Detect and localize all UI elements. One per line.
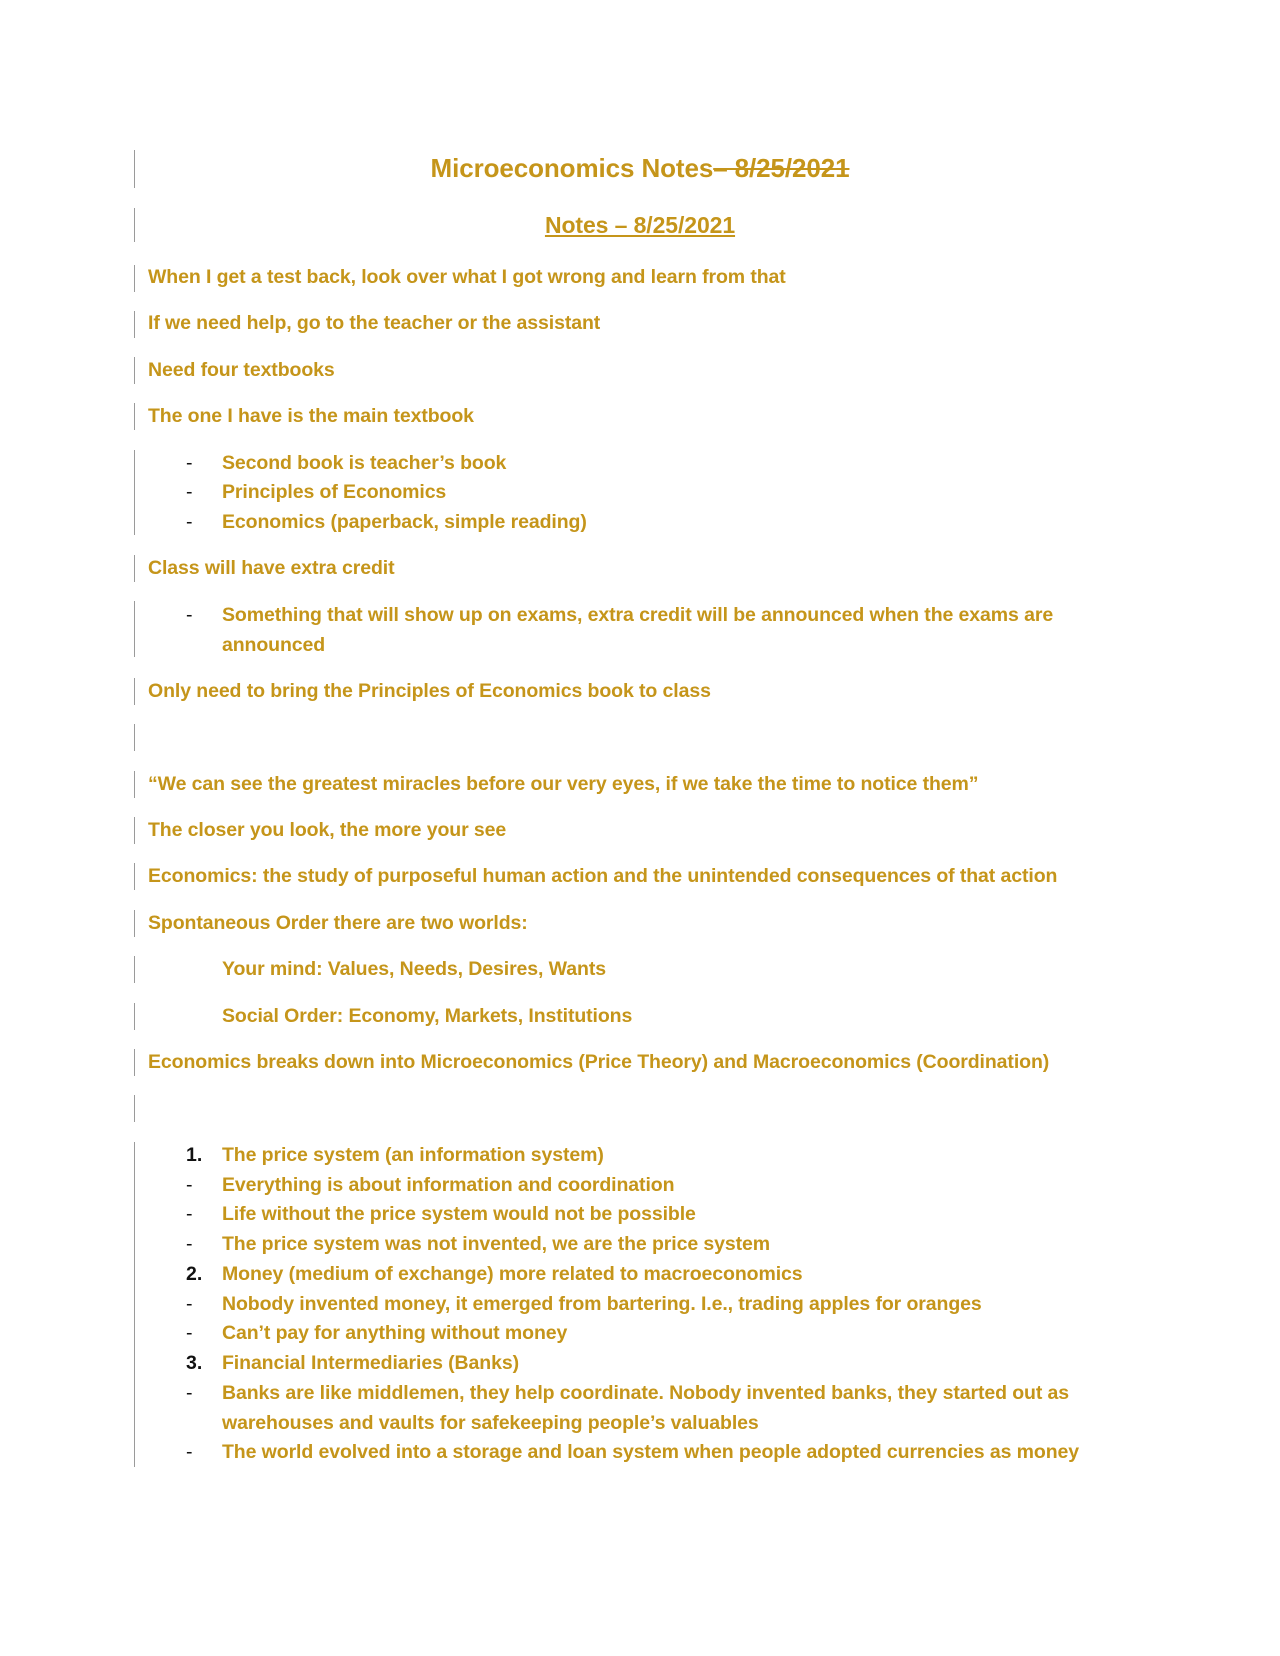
list-item: Something that will show up on exams, extra credit will be announced when the exams are [222,604,1054,626]
list-item: The price system (an information system) [222,1144,604,1166]
struck-date: – 8/25/2021 [713,153,850,183]
list-item: Second book is teacher’s book [222,452,507,474]
note-line-indented: Your mind: Values, Needs, Desires, Wants [222,958,606,980]
change-bar [134,771,135,798]
change-bar [134,956,135,983]
note-line: If we need help, go to the teacher or the assistant [148,312,601,334]
bullet-dash: - [186,452,193,474]
list-marker: - [186,1174,193,1196]
note-line: When I get a test back, look over what I got wrong and learn from that [148,266,786,288]
list-item: Life without the price system would not be possible [222,1203,696,1225]
list-marker: - [186,1322,193,1344]
page-subtitle: Notes – 8/25/2021 [544,212,736,238]
change-bar [134,403,135,430]
list-item: Principles of Economics [222,481,447,503]
change-bar [134,357,135,384]
list-item: Nobody invented money, it emerged from bartering. I.e., trading apples for oranges [222,1293,982,1315]
list-item: Everything is about information and coordination [222,1174,675,1196]
list-marker: - [186,1233,193,1255]
change-bar [134,724,135,751]
note-line: Need four textbooks [148,359,335,381]
change-bar [134,1142,135,1467]
quote-line: “We can see the greatest miracles before our very eyes, if we take the time to notice them” [148,773,979,795]
change-bar [134,678,135,705]
change-bar [134,863,135,890]
note-line: The closer you look, the more your see [148,819,507,841]
bullet-dash: - [186,481,193,503]
note-line-indented: Social Order: Economy, Markets, Institutions [222,1005,633,1027]
list-marker: - [186,1203,193,1225]
change-bar [134,817,135,844]
list-item: Economics (paperback, simple reading) [222,511,587,533]
bullet-dash: - [186,604,193,626]
change-bar [134,1095,135,1122]
list-marker: 2. [186,1263,203,1285]
list-item: Banks are like middlemen, they help coordinate. Nobody invented banks, they started out as [222,1382,1070,1404]
note-line: Economics: the study of purposeful human action and the unintended consequences of that action [148,865,1058,887]
list-item-continued: announced [222,634,326,656]
change-bar [134,601,135,657]
list-item: Money (medium of exchange) more related to macroeconomics [222,1263,803,1285]
change-bar [134,555,135,582]
list-marker: 1. [186,1144,203,1166]
note-line: Only need to bring the Principles of Economics book to class [148,680,711,702]
list-marker: 3. [186,1352,203,1374]
change-bar [134,311,135,338]
list-marker: - [186,1441,193,1463]
list-item: Financial Intermediaries (Banks) [222,1352,519,1374]
bullet-dash: - [186,511,193,533]
list-item-continued: warehouses and vaults for safekeeping people’s valuables [222,1412,759,1434]
note-line: The one I have is the main textbook [148,405,474,427]
page-title: Microeconomics Notes– 8/25/2021 [430,153,850,183]
note-line: Spontaneous Order there are two worlds: [148,912,528,934]
list-item: Can’t pay for anything without money [222,1322,568,1344]
change-bar [134,1003,135,1030]
change-bar [134,265,135,292]
list-item: The price system was not invented, we are the price system [222,1233,770,1255]
list-marker: - [186,1293,193,1315]
change-bar [134,910,135,937]
list-item: The world evolved into a storage and loan system when people adopted currencies as money [222,1441,1080,1463]
list-marker: - [186,1382,193,1404]
note-line: Economics breaks down into Microeconomics (Price Theory) and Macroeconomics (Coordination) [148,1051,1050,1073]
change-bar [134,1049,135,1076]
change-bar [134,450,135,535]
note-line: Class will have extra credit [148,557,395,579]
